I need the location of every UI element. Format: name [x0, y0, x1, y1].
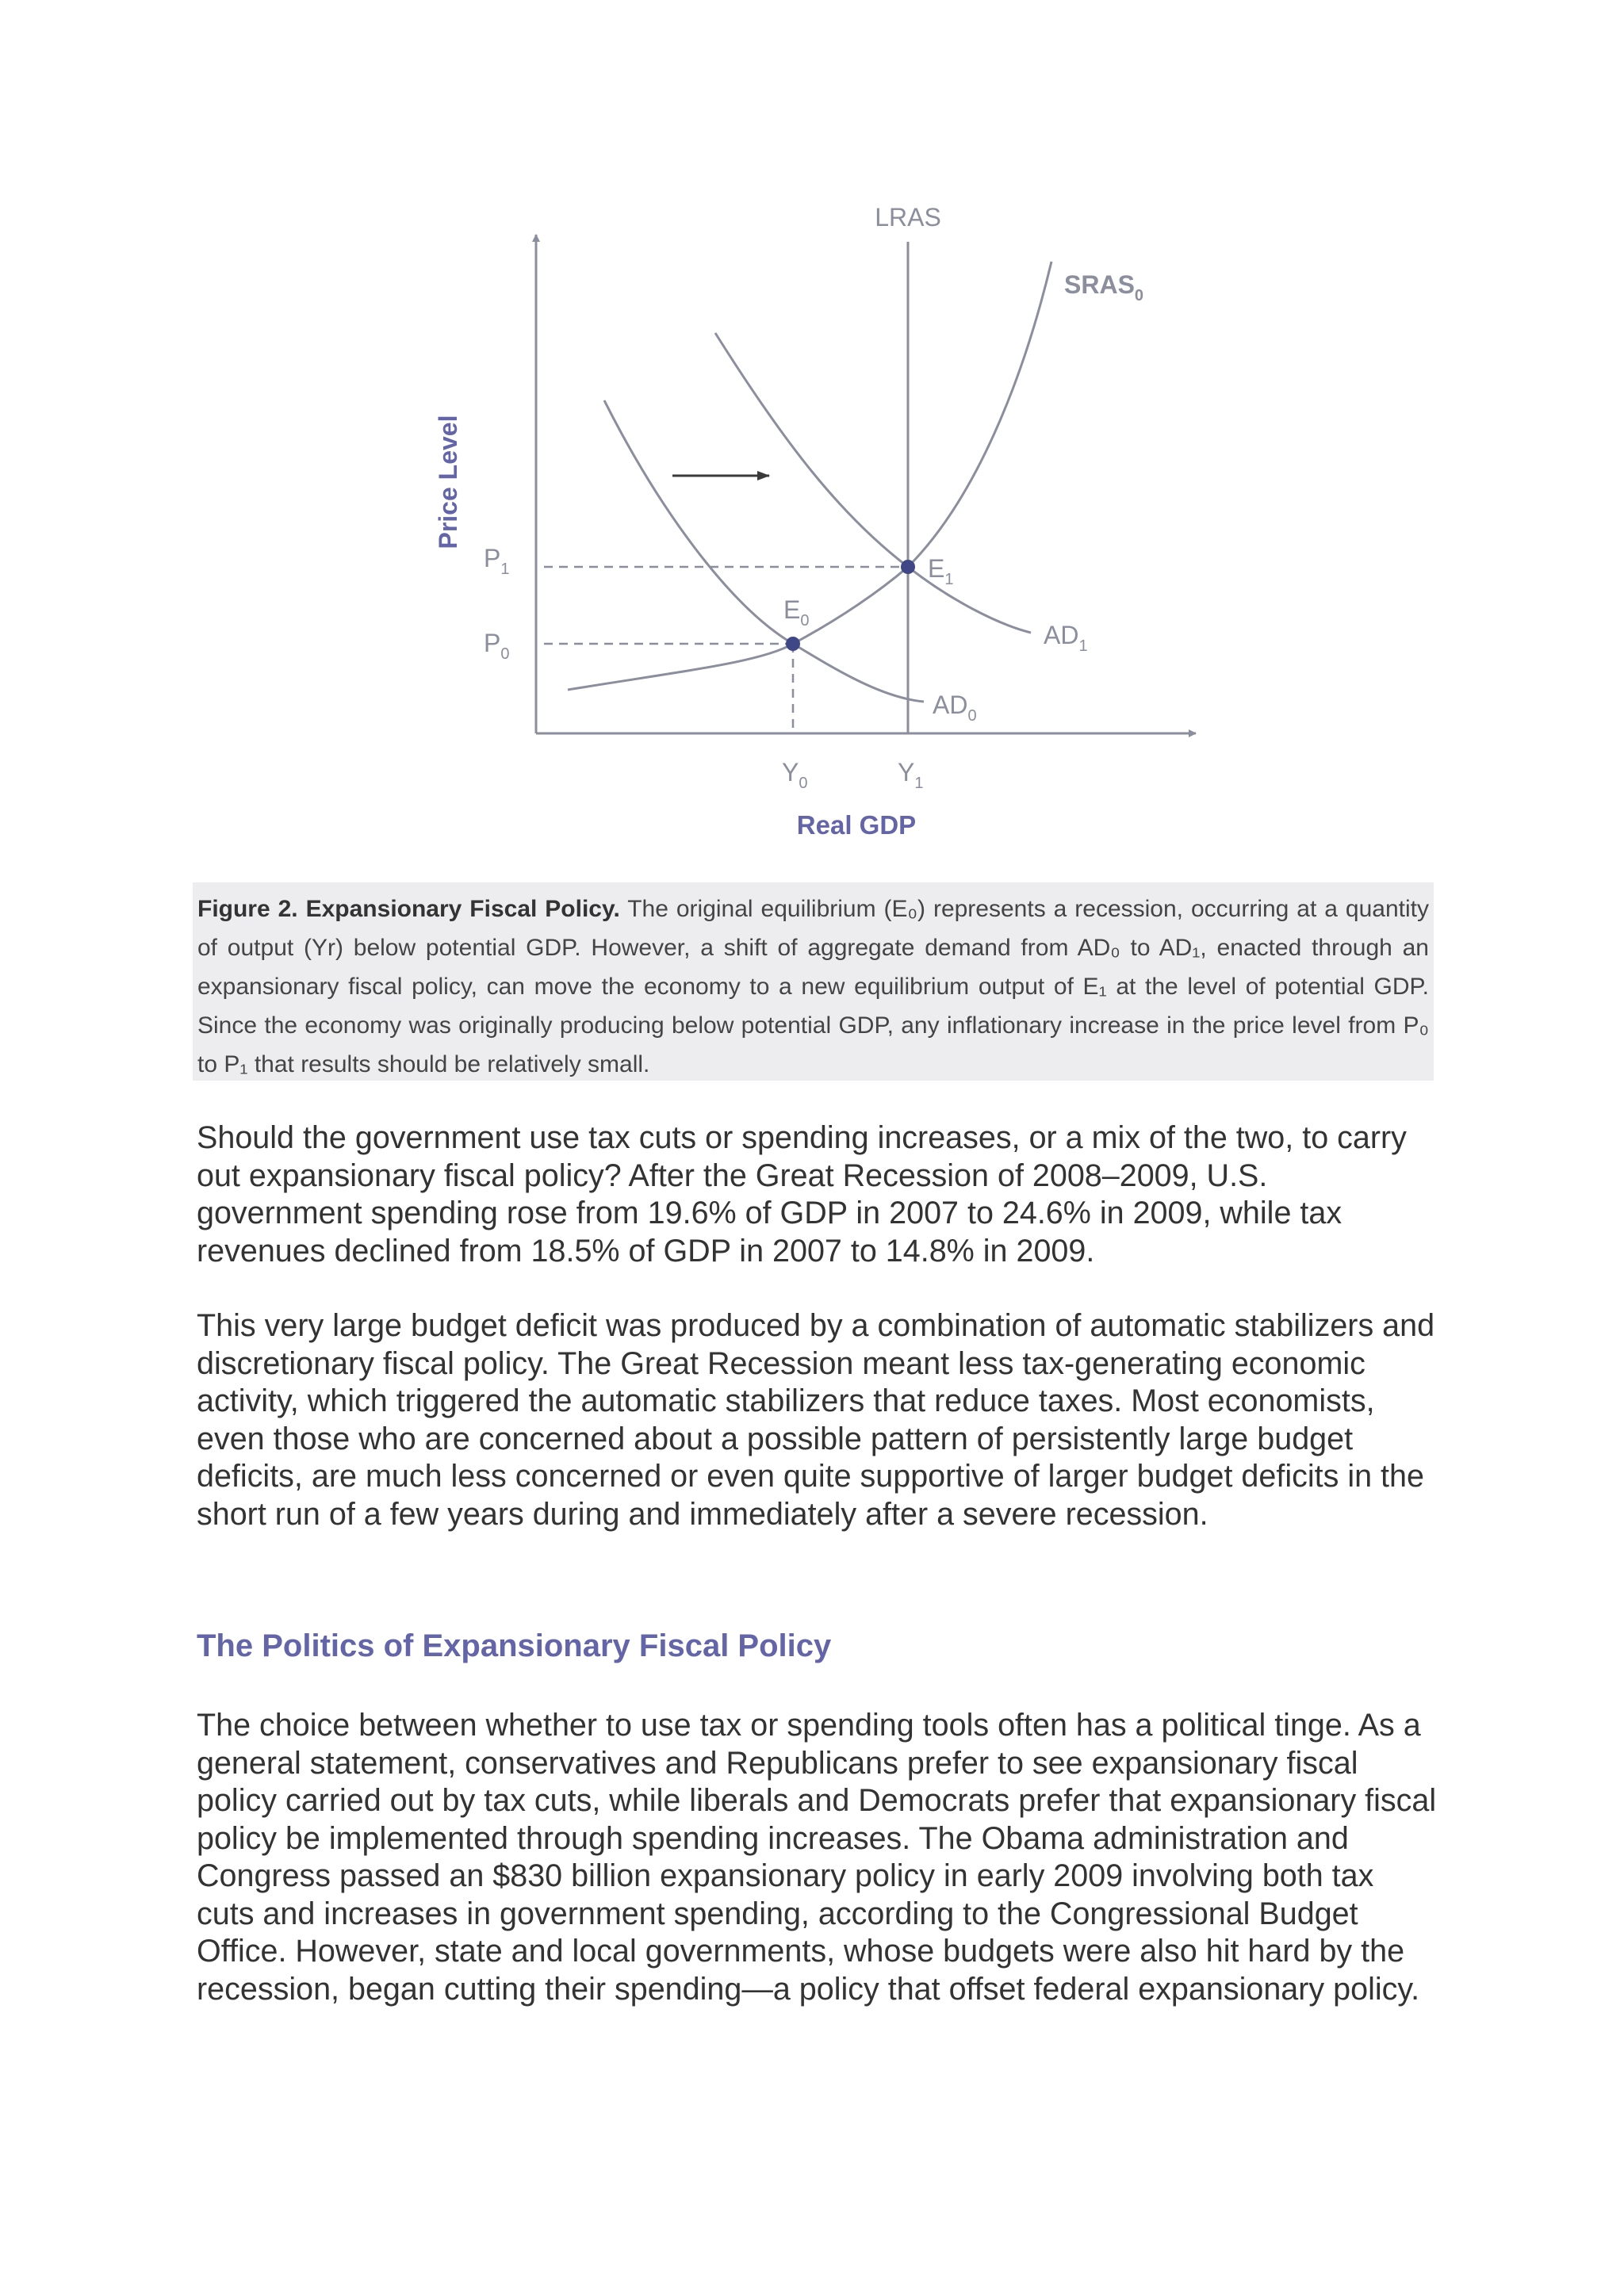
e0-label: $E_0$ [783, 595, 810, 629]
body-paragraph: Should the government use tax cuts or spending increases, or a mix of the two, to carry out expansionary fiscal policy? After the Great Recession of 2008–2009, U.S. government spending rose from 19.6% of GDP in 2007 to 24.6% in 2009, while tax revenues declined from 18.5% of GDP in 2007 to 14.8% in 2009. [197, 1120, 1407, 1269]
sras0-curve [568, 262, 1051, 690]
figure-caption [193, 882, 1434, 1081]
body-paragraph: This very large budget deficit was produced by a combination of automatic stabilizers and discretionary fiscal policy. The Great Recession meant less tax-generating economic activity, which triggered the automatic stabilizers that reduce taxes. Most economists, even those who are concerned about a possible pattern of persistently large budget deficits, are much less concerned or even quite supportive of larger budget deficits in the short run of a few years during and immediately after a severe recession. [197, 1308, 1435, 1532]
lras-label: LRAS [875, 203, 941, 232]
e1-point [901, 560, 915, 574]
e0-point [786, 637, 800, 651]
p1-label: $P_1$ [484, 544, 510, 578]
caption-text: The original equilibrium (E₀) represents a recession, occurring at a quantity of output (Yr) below potential GDP. However, a shift of aggregate demand from AD₀ to AD₁, enacted through an expansionary fiscal policy, can move the economy to a new equilibrium output of E₁ at the level of potential GDP. Since the economy was originally producing below potential GDP, any inflationary increase in the price level from P₀ to P₁ that results should be relatively small. [197, 896, 1429, 1077]
y1-label: $Y_1$ [898, 758, 924, 792]
ad0-curve [604, 400, 924, 702]
y0-label: $Y_0$ [782, 758, 808, 792]
y-axis-label: Price Level [434, 415, 462, 549]
caption-title: Figure 2. Expansionary Fiscal Policy. [197, 896, 620, 922]
ad1-curve [715, 333, 1031, 633]
x-axis-label: Real GDP [796, 810, 917, 840]
p0-label: $P_0$ [484, 629, 510, 663]
body-paragraph: The choice between whether to use tax or spending tools often has a political tinge. As a general statement, conservatives and Republicans prefer to see expansionary fiscal policy carried out by tax cuts, while liberals and Democrats prefer that expansionary fiscal policy be implemented through spending increases. The Obama administration and Congress passed an $830 billion expansionary policy in early 2009 involving both tax cuts and increases in government spending, according to the Congressional Budget Office. However, state and local governments, whose budgets were also hit hard by the recession, began cutting their spending—a policy that offset federal expansionary policy. [197, 1708, 1437, 2007]
e1-label: $E_1$ [928, 554, 954, 588]
expansionary-fiscal-policy-figure [0, 0, 1624, 872]
sras0-label: $SRAS_0$ [1064, 270, 1144, 304]
ad1-label: $AD_1$ [1044, 621, 1088, 655]
ad0-label: $AD_0$ [933, 691, 977, 725]
section-heading: The Politics of Expansionary Fiscal Policy [197, 1628, 832, 1663]
